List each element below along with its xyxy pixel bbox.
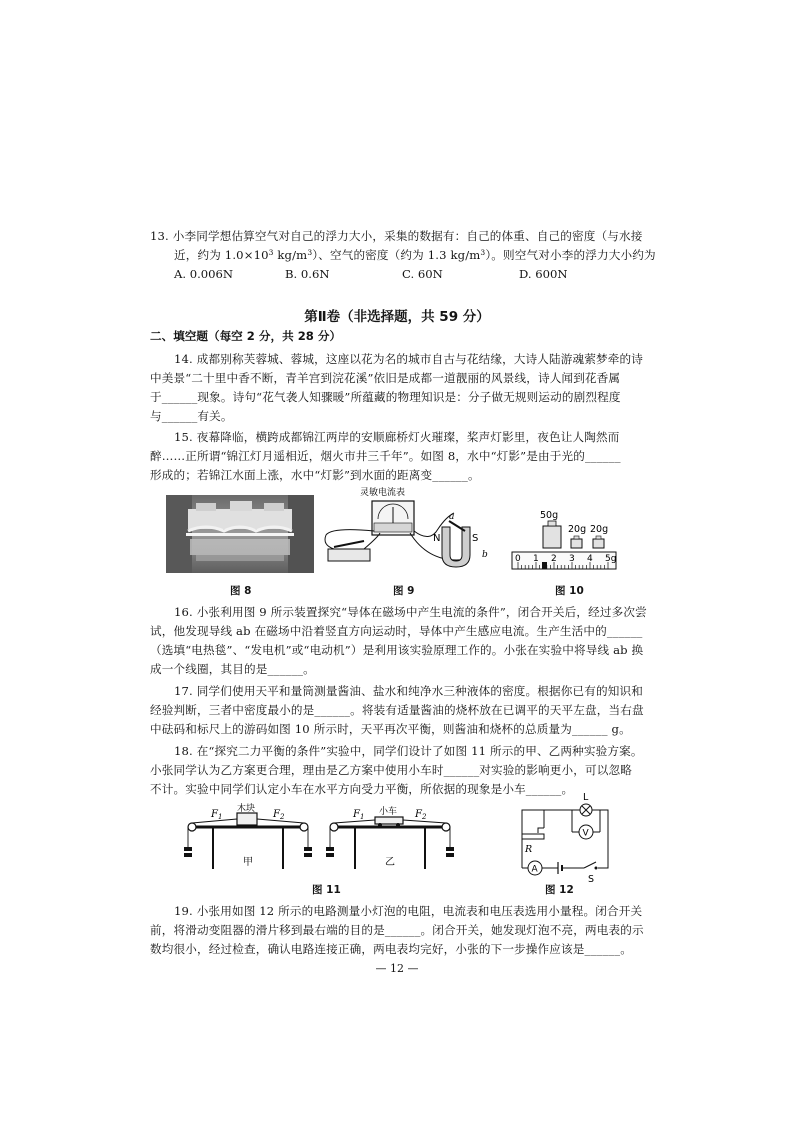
figure-9-induction-setup <box>318 487 508 575</box>
mass-20g-label-1: 20g <box>568 524 587 535</box>
u-magnet <box>442 527 470 567</box>
q19-line-2: 前，将滑动变阻器的滑片移到最右端的目的是______。闭合开关，她发现灯泡不亮，两电表的示 <box>150 923 644 937</box>
figure-8-bridge-photo <box>166 495 314 573</box>
mass-50g <box>543 526 561 548</box>
wood-block-label: 木块 <box>237 804 256 814</box>
figure-10-balance-masses <box>512 508 622 578</box>
q14-line-4: 与______有关。 <box>150 409 233 423</box>
setup-yi-label: 乙 <box>385 857 395 868</box>
q14-line-2: 中美景“二十里中香不断，青羊宫到浣花溪”依旧是成都一道靓丽的风景线，诗人闻到花香属 <box>150 371 621 385</box>
force-f1-jia: $F_1$ <box>211 809 223 821</box>
scale-tick-label: 5g <box>605 554 617 564</box>
setup-jia-label: 甲 <box>243 857 253 868</box>
q17-line-3: 中砝码和标尺上的游码如图 10 所示时，天平再次平衡，则酱油和烧杯的总质量为______ g。 <box>150 722 631 736</box>
q13-option-b: B. 0.6N <box>285 267 330 281</box>
q16-line-2: 试，他发现导线 ab 在磁场中沿着竖直方向运动时，导体中产生感应电流。生产生活中的______ <box>150 624 643 638</box>
scale-tick-label: 0 <box>515 554 521 564</box>
force-f2-yi: $F_2$ <box>415 809 427 821</box>
q13-options <box>174 266 694 282</box>
scale-tick-label: 4 <box>587 554 593 564</box>
figure-11-caption: 图 11 <box>312 884 341 896</box>
q16-line-3: （选填“电热毯”、“发电机”或“电动机”）是利用该实验原理工作的。小张在实验中将导线 ab 换 <box>150 643 644 657</box>
section-title: 第Ⅱ卷（非选择题，共 59 分） <box>304 309 490 325</box>
q19-line-1: 19. 小张用如图 12 所示的电路测量小灯泡的电阻，电流表和电压表选用小量程。闭合开关 <box>174 904 643 918</box>
rider <box>542 562 547 569</box>
figure-12-caption: 图 12 <box>545 884 574 896</box>
mass-20g-label-2: 20g <box>590 524 609 535</box>
ammeter-label: A <box>531 864 538 875</box>
knife-switch <box>334 541 364 547</box>
q14-line-3: 于______现象。诗句“花气袭人知骤暖”所蕴藏的物理知识是：分子做无规则运动的剧烈程度 <box>150 390 621 404</box>
lamp-label: L <box>583 792 589 803</box>
page-number: — 12 — <box>375 962 419 975</box>
mass-20g-2 <box>593 539 604 548</box>
pulley-right <box>300 823 308 831</box>
q15-line-2: 醉……正所谓“锦江灯月遥相近，烟火市井三千年”。如图 8，水中“灯影”是由于光的______ <box>150 449 621 463</box>
voltmeter-label: V <box>582 828 589 839</box>
figure-8-caption: 图 8 <box>230 585 252 597</box>
figure-10-caption: 图 10 <box>555 585 584 597</box>
mass-20g-1 <box>571 539 582 548</box>
q15-line-1: 15. 夜幕降临，横跨成都锦江两岸的安顺廊桥灯火璀璨，桨声灯影里，夜色让人陶然而 <box>174 430 620 444</box>
q13-line-2: 近，约为 $1.0\times 10^3$ $kg/m^3$）、空气的密度（约为 1.3 $kg/m^3$）。则空气对小李的浮力大小约为 <box>174 248 656 262</box>
pole-s-label: S <box>472 533 479 544</box>
q14-line-1: 14. 成都别称芙蓉城、蓉城，这座以花为名的城市自古与花结缘，大诗人陆游魂萦梦牵的诗 <box>174 352 643 366</box>
galvanometer-label: 灵敏电流表 <box>360 488 406 498</box>
cart-body <box>375 817 403 824</box>
rheostat-symbol <box>522 834 544 839</box>
q13-option-a: A. 0.006N <box>174 267 234 281</box>
q18-line-3: 不计。实验中同学们认定小车在水平方向受力平衡，所依据的现象是小车______。 <box>150 782 574 796</box>
q17-line-1: 17. 同学们使用天平和量筒测量酱油、盐水和纯净水三种液体的密度。根据你已有的知识和 <box>174 684 643 698</box>
wire-a-label: a <box>449 512 455 522</box>
figure-11-setup-yi <box>325 805 455 875</box>
wood-block <box>237 813 257 825</box>
wire-ab <box>449 521 465 531</box>
figure-9-caption: 图 9 <box>393 585 415 597</box>
cart-label: 小车 <box>379 807 398 817</box>
q18-line-1: 18. 在“探究二力平衡的条件”实验中，同学们设计了如图 11 所示的甲、乙两种实验方案。 <box>174 744 643 758</box>
q13-option-c: C. 60N <box>402 267 443 281</box>
switch-symbol <box>584 862 596 868</box>
pulley-right <box>442 823 450 831</box>
q18-line-2: 小张同学认为乙方案更合理，理由是乙方案中使用小车时______对实验的影响更小，可以忽略 <box>150 763 632 777</box>
scale-tick-label: 3 <box>569 554 575 564</box>
pulley-left <box>330 823 338 831</box>
part-title: 二、填空题（每空 2 分，共 28 分） <box>150 329 342 343</box>
mass-50g-label: 50g <box>540 510 559 521</box>
q16-line-1: 16. 小张利用图 9 所示装置探究“导体在磁场中产生电流的条件”，闭合开关后，经过多次尝 <box>174 605 647 619</box>
q17-line-2: 经验判断，三者中密度最小的是______。将装有适量酱油的烧杯放在已调平的天平左盘，当右盘 <box>150 703 644 717</box>
scale-tick-label: 1 <box>533 554 539 564</box>
switch-base <box>328 549 370 561</box>
figure-11-setup-jia <box>183 805 313 875</box>
rheostat-label: R <box>525 844 533 855</box>
switch-label: S <box>588 874 595 885</box>
q19-line-3: 数均很小，经过检查，确认电路连接正确，两电表均完好，小张的下一步操作应该是______。 <box>150 942 632 956</box>
q16-line-4: 成一个线圈，其目的是______。 <box>150 662 315 676</box>
figure-12-circuit <box>508 792 620 885</box>
scale-tick-label: 2 <box>551 554 557 564</box>
force-f2-jia: $F_2$ <box>273 809 285 821</box>
pole-n-label: N <box>433 533 441 544</box>
q15-line-3: 形成的；若锦江水面上涨，水中“灯影”到水面的距离变______。 <box>150 468 480 482</box>
q13-line-1: 13. 小李同学想估算空气对自己的浮力大小，采集的数据有：自己的体重、自己的密度（与水接 <box>150 229 643 243</box>
q13-option-d: D. 600N <box>519 267 568 281</box>
wire-b-label: b <box>482 550 488 560</box>
force-f1-yi: $F_1$ <box>353 809 365 821</box>
rider-scale <box>512 552 616 569</box>
pulley-left <box>188 823 196 831</box>
